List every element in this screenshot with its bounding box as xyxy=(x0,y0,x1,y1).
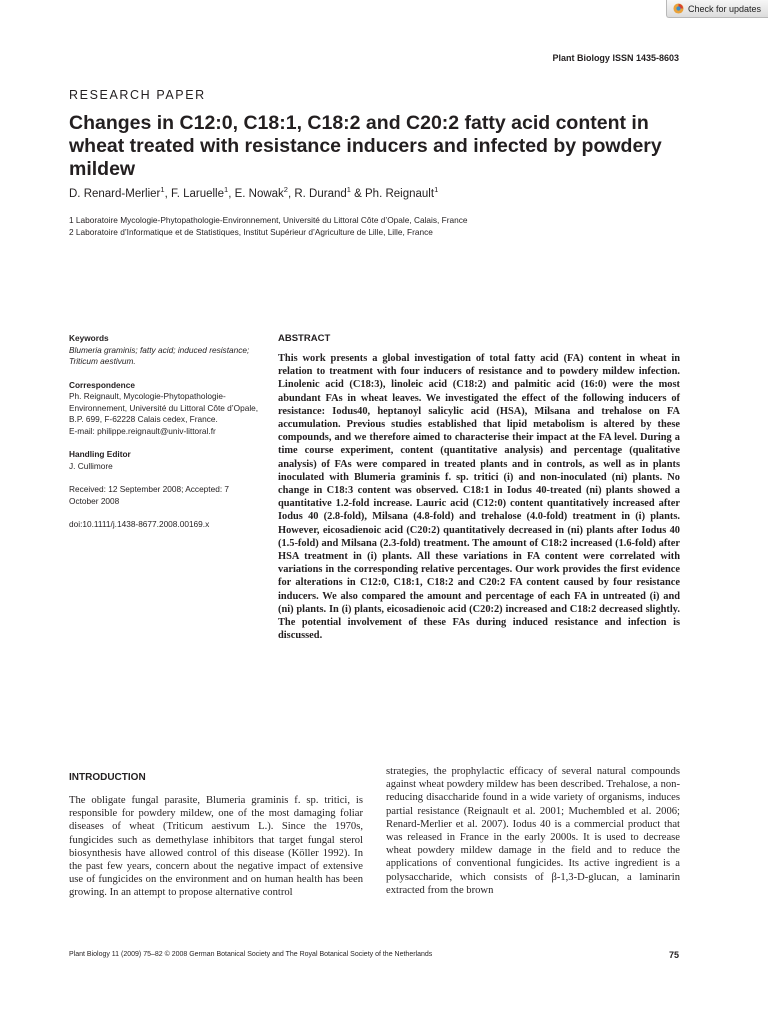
check-for-updates-badge[interactable] xyxy=(666,0,768,18)
journal-issn: Plant Biology ISSN 1435-8603 xyxy=(552,53,679,63)
handling-editor: J. Cullimore xyxy=(69,460,113,471)
author[interactable]: D. Renard-Merlier$^1$ xyxy=(69,185,165,200)
introduction-heading: INTRODUCTION xyxy=(69,772,146,783)
correspondence-address: Ph. Reignault, Mycologie-Phytopathologie-Environnement, Université du Littoral Côte d’Opale, B.P. 699, F-62228 Calais cedex, France. xyxy=(69,391,259,424)
check-for-updates-label: Check for updates xyxy=(688,3,762,14)
author[interactable]: E. Nowak$^2$ xyxy=(234,185,288,200)
keywords: Blumeria graminis; fatty acid; induced resistance; Triticum aestivum. xyxy=(69,344,250,366)
introduction-right-column: strategies, the prophylactic efficacy of several natural compounds against wheat powdery mildew has been described. Trehalose, a non-reducing disaccharide found in a wide variety of organisms, induces partial resistance (Reignault et al. 2001; Muchembled et al. 2006; Renard-Merlier et al. 2007). Iodus 40 is a commercial product that was released in France in the early 2000s. It is used to decrease wheat powdery mildew damage in the field and to reduce the applications of conventional fungicides. Its active ingredient is a polysaccharide, which consists of β-1,3-D-glucan, a laminarin extracted from the brown xyxy=(386,766,680,896)
received-accepted-dates: Received: 12 September 2008; Accepted: 7 October 2008 xyxy=(69,484,230,506)
affiliations xyxy=(69,214,689,238)
correspondence-heading: Correspondence xyxy=(69,379,135,390)
article-info-sidebar xyxy=(69,333,259,543)
author-list: D. Renard-Merlier$^1$, F. Laruelle$^1$, E. Nowak$^2$, R. Durand$^1$ & Ph. Reignault$^1$ xyxy=(69,185,439,200)
abstract-text: This work presents a global investigation of total fatty acid (FA) content in wheat in relation to treatment with four inducers of resistance and to powdery mildew infection. Linolenic acid (C18:3), linoleic acid (C18:2) and palmitic acid (16:0) were the most abundant FAs in wheat leaves. We investigated the effect of the following inducers of resistance: Iodus40, heptanoyl salicylic acid (HSA), Milsana and trehalose on FA accumulation. Previous studies established that lipid metabolism is altered by these compounds, and we therefore aimed to characterise their impact at the FA level. During a time course experiment, content (quantitative analysis) and percentage (qualitative analysis) of FAs were compared in treated plants and in controls, as well as in plants inoculated with Blumeria graminis f. sp. tritici (i) and non-inoculated (ni) plants. No change in C18:3 content was observed. C18:1 in Iodus 40-treated (ni) plants showed a quantitative 1.2-fold increase. Lauric acid (C12:0) content quantitatively increased after Iodus 40 (2.8-fold), Milsana (4.8-fold) and trehalose (4.0-fold) treatment in (i) plants. However, eicosadienoic acid (C20:2) quantitatively decreased in (ni) plants after Iodus 40 (1.5-fold) and Milsana (2.3-fold) treatment. The amount of C18:2 increased (1.6-fold) after HSA treatment in (i) plants. All these variations in FA content were correlated with variations in the corresponding relative percentages. Our work provides the first evidence for alterations in C12:0, C18:1, C18:2 and C20:2 FA content caused by four resistance inducers. We also compared the amount and percentage of each FA in untreated (i) and (ni) plants. In (i) plants, eicosadienoic acid (C20:2) increased and C18:2 decreased slightly. The potential involvement of these FAs during induced resistance and infection is discussed. xyxy=(278,353,680,642)
section-label: RESEARCH PAPER xyxy=(69,88,206,102)
author[interactable]: F. Laruelle$^1$ xyxy=(170,185,229,200)
affiliation: 2 Laboratoire d’Informatique et de Statistiques, Institut Supérieur d’Agriculture de Lille, Lille, France xyxy=(69,227,433,237)
crossmark-icon xyxy=(673,3,684,14)
article-title: Changes in C12:0, C18:1, C18:2 and C20:2 fatty acid content in wheat treated with resistance inducers and infected by powdery mildew xyxy=(69,112,662,180)
footer-citation: Plant Biology 11 (2009) 75–82 © 2008 German Botanical Society and The Royal Botanical Society of the Netherlands xyxy=(69,951,433,958)
keywords-heading: Keywords xyxy=(69,333,109,343)
introduction-left-column: The obligate fungal parasite, Blumeria graminis f. sp. tritici, is responsible for powdery mildew, one of the most damaging foliar diseases of wheat (Triticum aestivum L.). Since the 1970s, fungicides such as demethylase inhibitors that target fungal sterol biosynthesis have allowed control of this disease (Köller 1992). In the past few years, concern about the negative impact of extensive use of fungicides on the environment and on human health has been growing. In an attempt to propose alternative control xyxy=(69,795,363,899)
author[interactable]: R. Durand$^1$ xyxy=(294,185,351,200)
author[interactable]: Ph. Reignault$^1$ xyxy=(365,185,439,200)
abstract-heading: ABSTRACT xyxy=(278,333,331,344)
doi[interactable]: doi:10.1111/j.1438-8677.2008.00169.x xyxy=(69,519,210,529)
affiliation: 1 Laboratoire Mycologie-Phytopathologie-Environnement, Université du Littoral Côte d’Opale, Calais, France xyxy=(69,215,468,225)
handling-editor-heading: Handling Editor xyxy=(69,449,131,459)
correspondence-email[interactable]: E-mail: philippe.reignault@univ-littoral.fr xyxy=(69,425,216,436)
page-number: 75 xyxy=(668,950,679,960)
